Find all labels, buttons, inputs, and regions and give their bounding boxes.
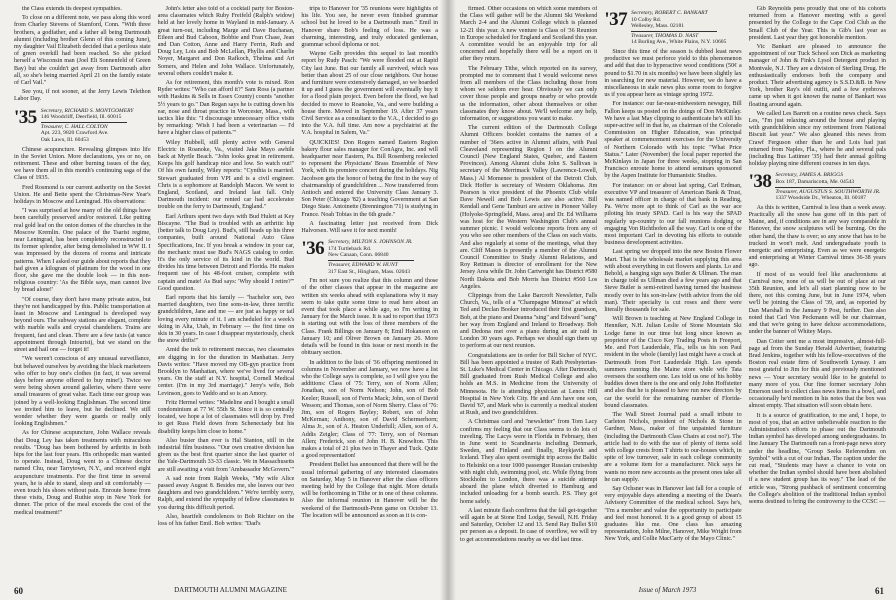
paragraph: See you, if not sooner, at the Jerry Lewis Telethon Labor Day. (14, 89, 151, 103)
secretary-address-city: New Canaan, Conn. 06840 (328, 252, 389, 259)
paragraph: Gib Reynolds pens proudly that one of his cohorts returned from a Hanover meeting with a gavel presented by the College to the Cape Cod Club as the Small Club of the Year. This is Gib's last year as president. Last year they got honorable mention. (748, 6, 886, 41)
column-5 (604, 6, 741, 576)
paragraph: For instance: on or about last spring, Carl Erdman, executive VP and treasurer of American Bank & Trust, was named officer in charge of that bank in Reading, Pa. We're more apt to think of Carl as the war ace piloting his trusty SPAD. Carl is his way the SPAD regularly up-country to our fall reunions dodging or engaging Von Richthofen all the way. Carl is one of the most important Carl in devoting his efforts to outside business development activities. (604, 182, 742, 247)
paragraph: Earl Arthurs spent two days with Bud Hulett at Key Biscayne. "The Bud is troubled with an arthritic hip (better talk to Doug Ley). Bud's, still heads up his three companies, built around National Auto Glass Specifications, Inc. If you break a window in your car, the mechanic must use Bud's NAGS catalog to order. It's the only service of its kind in the world. Bud divides his time between Detroit and Florida. He makes frequent use of his 48-foot cruiser, complete with captain and mate! As Bud says: 'Why should I retire?'" Good question. (157, 213, 295, 292)
paragraph: Earl reports that his family — "bachelor son, two married daughters, two fine sons-in-law, three terrific grandchildren, Jane and me — are just as happy or tail loving every minute of it. I am scheduled for a week's skiing in Alta, Utah, in February — the first time on skis in 30 years. In case I disappear mysteriously, check the snow drifts!" (157, 294, 295, 345)
paragraph: Fritz Hermel writes: "Madeline and I bought a small condominium at 77 W. 55th St. Since it is so centrally located, we hope a lot of classmates will drop by. Fred to get Russ Field down from Schenectady but his disability keeps him close to home." (157, 399, 295, 435)
paragraph: For instance: our far-near-midwestern newsguy, Bill Fallon keeps us posted on the doings of Don McKinlay. We have a last May clipping to authenticate he's still his super-active self in that he, as chairman of the Colorado Commission on Higher Education, was principal speaker at commencement exercises for the University of Northern Colorado with his topic "What Price Status." Later (November) the local paper reported the McKinlays in Japan for three weeks, stopping in San Francisco enroute home to attend seminars sponsored by the Aspen Institute for Humanistic Studies. (604, 101, 742, 180)
secretary-address: Box 187, Damariscotta, Me. 04543 (775, 179, 855, 186)
paragraph: "We weren't conscious of any unusual surveillance, but behaved ourselves by avoiding the black marketeers who offer to buy one's clothes (in fact, it was several days before anyone offered to buy mine!). Twice we were being shown around galleries, where there were small treasures of great value. Each time our group was joined by a well-looking Englishman. The second time we invited him to leave, but he declined. We still wonder whether they were guards or really only looking Englishmen." (14, 356, 151, 428)
paragraph: A sad note from Ralph Weeks, "My wife Alice passed away August 8. Besides me, she leaves our two daughters and two grandchildren." We're terribly sorry, Ralph, and extend the sympathy of fellow classmates to you during this difficult period. (157, 475, 295, 511)
secretary-line: Secretary, MILTON S. JOHNSON JR. (328, 239, 413, 246)
treasurer-address: 317 East St., Hingham, Mass. 02043 (328, 268, 411, 275)
paragraph: A fascinating letter just received from Dick Halvorsen. Will save it for next month! (301, 220, 439, 235)
column-3 (301, 6, 438, 576)
class-year: '35 (14, 106, 37, 128)
magazine-name: DARTMOUTH ALUMNI MAGAZINE (174, 586, 287, 594)
treasurer-address-city: Oak Lawn, Ill. 60453 (40, 137, 89, 144)
paragraph: A last minute flash confirms that the fall get-together will again be at Stone End Lodge, Sewall, N.H. Friday and Saturday, October 12 and 13. Send Ray Bullet $10 per person as a deposit. In case of overflow, we will try to get accommodations nearby as we did last time. (460, 507, 598, 543)
class-1937-header (604, 10, 741, 46)
issue-date: Issue of March 1973 (638, 586, 697, 594)
page-number: 61 (874, 586, 884, 596)
class-1934-notes (14, 6, 151, 104)
paragraph: President Bullet has announced that there will be the usual informal gathering of any interested classmates on Saturday, May 5 in Hanover after the class officers meeting held by the College that night. More details will be forthcoming in Tithe or in one of these columns. Also the informal reunion in Hanover will be the weekend of the Dartmouth-Penn game on October 13. The location will be announced as soon as it is con- (301, 462, 439, 519)
secretary-line: Secretary, ROBERT C. BANKART (631, 10, 708, 16)
paragraph: Chinese acupuncture. Revealing glimpses into life in the Soviet Union. More declarations, yes or no, on retirement. These and other burning issues of the day, we have them all in this month's continuing saga of the Class of 1935. (14, 146, 151, 182)
class-year: '37 (604, 9, 628, 30)
paragraph: Say Ochsner was in Hanover last fall for a couple of very enjoyable days attending a meeting of the Dean's Advisory Committee of the medical school. Says he's, "I'm a member and value the opportunity to participate and feel most honored. It is a good group of about 15 graduates like me. One class has amazing representation, John Milne, Hanover, Mike Wright from New York, and Collie MacCarty of the Mayo Clinic." (604, 485, 742, 543)
paragraph: Also, heartfelt condolences to Bob Richter on the loss of his father Emil. Bob writes: "Dad's (157, 513, 295, 528)
paragraph: Fred Rosmond is our current authority on the Soviet Union. He and Bette spent the Christmas-New Year's holidays in Moscow and Leningrad. His observations: (14, 184, 151, 206)
paragraph: Wiley Hubbell, still plenty active with General Electric in Roanoke, Va., visited Jake Mayo awhile back at Myrtle Beach. "John looks great in retirement. Keeps his golf handicap nice and low. So watch out!" Of his own family, Wiley reports: "Cynthia is married. Stewart graduated from VPI and is a civil engineer. Chris is a sophomore at Randolph Macon. We went to England, Scotland, and Ireland last fall. Only Dartmouth incident: our rented car had accelerator trouble on the ferry to Dartmouth, England." (157, 139, 295, 211)
paragraph: Amid the trek to retirement meccas, two classmates are digging in for the duration in Manhattan. Jerry Davis writes: "Have moved my OB-gyn practice from Brooklyn to Manhattan, where we've lived for several years. On the staff at N.Y. hospital, Cornell Medical center. (I'm in my 3rd marriage)." Jerry's wife, Bob Levinson, goes to Yaddo and so is an Amory. (157, 347, 295, 397)
paragraph: Last spring we dropped into the new Boston Flower Mart. That is the wholesale market supplying this area with about everything in cut flowers and plants. Lo and Behold, a hanging sign says Butler & Ullman. The man in charge told us Ullman died a few years ago and that Steve Butler is semi-retired having turned the business mostly over to his son-in-law (with advice from the old man). Their specialty is cut roses and there were literally thousands for sale. (604, 249, 742, 314)
treasurer-address: 1337 Woodside Dr., Wheaton, Ill. 60187 (775, 195, 866, 202)
column-6 (749, 6, 886, 576)
column-2 (158, 6, 295, 576)
left-footer (14, 586, 438, 596)
column-4 (460, 6, 597, 576)
paragraph: The February Tithe, which reported on its survey, prompted me to comment that I would welcome news from all members of the Class including those from whom we seldom ever hear. Obviously we can only cover those people and groups nearby or who provide us the information, other about themselves or other classmates they know about. We'll welcome any help, information, or suggestions you want to make. (460, 65, 598, 123)
secretary-address-city: Wellesley, Mass. 02181 (631, 23, 685, 30)
class-1935-notes (14, 147, 151, 517)
paragraph: As for retirement, this month's vote is mixed. Ron Ryder writes: "Who can afford it?" Sam Ross (a partner with Haskins & Sells in Essex County) counts "another 5½ years to go." Dan Regan says he is cutting down his ear, nose and throat practice in Worcester, Mass., with tactics like this: "I discourage unnecessary office visits by remarking: 'Wish I had been a veterinarian — I'd have a higher class of patients.'" (157, 80, 295, 137)
class-1935-header (14, 108, 151, 144)
paragraph: QUICKIES! Don Rogers named Eastern Region bakery flour sales manager for ConAgra, Inc. and will headquarter near Eastern, Pa. Bill Rosenberg reelected to represent the Physicians' Brass Ensemble of New York, with its premiere concert during the holidays. Nig Jacobson gets the honor of being the first in the way of chairmanship of grandchildren ... Now transferred from Antioch and entered the University Class January 3. Son Peter (Chicago '82) a teaching Government at San Diego State. Antoinette (Brennington '71) is studying in France. Noah Tobias in the 6th grade." (301, 139, 439, 218)
paragraph: It is a source of gratification, to me and, I hope, to most of you, that an active unbelievable reaction to the Administration's efforts to phase out the Dartmouth Indian symbol has developed among undergraduates. In line January The Dartmouth ran a front-page news story under the headline, "Group Seeks Referendum on Symbol" with a cut of our Indian. The caption under the cut read, "Students may have a chance to vote on whether the Indian symbol should have been abolished if a new student group has its way." The lead of the article was, "Strong pushback of sentiment concerning the College's abolition of the traditional Indian symbol seems destined to bring the controversy to the CCSC — (748, 412, 886, 505)
secretary-line: Secretary, RICHARD S. MONTGOMERY (40, 107, 134, 114)
paragraph: Since this time of the season is dubbed least news productive we must perforce yield to this phenomenon and add that due to hyperactive wood conditions (50¢ a pound to $1.70 in six months) we have been slightly lax in searching for new material. However, we do have a miscellaneous in stale news plus some room to forgive us if you appear here as vintage spring 1972. (604, 48, 742, 99)
paragraph: the Class extends its deepest sympathies. (22, 6, 122, 12)
class-1938-header (749, 172, 886, 201)
paragraph: "Of course, they don't have many private autos, but they're not handicapped by this. Public transportation at least in Moscow and Leningrad is developed way beyond ours. The subway stations are elegant, complete with marble walls and crystal chandeliers. Trains are frequent, fast and clean. There are a few taxis (at vance appointment through Intourist), but we stand on the street and hail one — forget it! (14, 296, 151, 354)
paragraph: "I was surprised at how many of the old things have been carefully preserved and/or restored. Like putting real gold leaf on the onion domes of the churches in the Moscow Kremlin. One palace of the Tsarist regime, near Leningrad, has been completely reconstructed to its former splendor, after being demolished in WW II. I was impressed by the dozens of rooms and intricate patterns. When I asked our guide about reports that they had given a kilogram of platinum for the wood in one floor, she gave me the double look — in this non-religious country: 'As the Bible says, man cannot live by bread alone!' (14, 208, 151, 294)
paragraph: The Wall Street Journal paid a small tribute to Carleton Nichols, president of Nichols & Stone in Gardner, Mass., maker of fine unpainted furniture (including the Dartmouth Class Chairs at cost no?). The article had to do with the use of plenty of items sold with college crests from T shirts to our-houses which, in spite of low turnover, sale in each college community are a volume item for a manufacturer. Nick says he wants no more new accounts as the present ones take all he can supply. (604, 411, 742, 483)
paragraph: We called Les Barrett on a routine news check. Says Les, "I'm just relaxing around the house and playing with grandchildren since my retirement from National Biscuit last year." We also gleaned this news from Crawf Ferguson other than he and Lois had just returned from Naples, Fla., where he and several pals (including Bus Lattimer '35) had their annual golfing holiday playing nine different courses in ten days. (748, 110, 886, 168)
paragraph: In addition to the lists of '36 offspring mentioned in columns in November and January, we now have a list who the College says is complete, so I will give you the additions: Class of '75: Terry, son of Norm Allen; Jonathan, son of Norm Nelson; John, son of Bob Keeler; Russell, son of Ferris Mack; John, son of David Wesson; and Thomas, son of Norm Sherry. Class of '76: Jim, son of Rogers Bayley; Robert, son of John McKernan; Anthony, son of David Schermerhorn; Alma Jr., son of A. Heaton Underhill; Allen, son of A. Addis Zeigler; Class of '77: Terry, son of Norman Allen; Frederick, son of John H. B. Knowlton. This makes a total of 21 plus two in Thayer and Tuck. Quite a good representation! (301, 359, 439, 460)
paragraph: Vic Bankart are pleased to announce the appointment of our Tuck School son Dick as marketing manager of John & Fink's Lysol Detergent product in Montvale, N.J. They are a division of Sterling Drug. He enthusiastically endorses both the company and product. Their advertising agency is S.S.D.&B. in New York, brother Ray's old outfit, and a few eyebrows came up when it got known the name of Bankart was floating around again. (748, 44, 886, 108)
paragraph: firmed. Other occasions on which some members of the Class will gather will be the Alumni Ski Weekend March 2-4 and the Alumni College which is planned 12-21 this year. A new venture is Class of '36 Reunion in Europe scheduled for England and Scotland this year. A committee would be an enjoyable trip for all concerned and hopefully there will be a report on it after they return. (460, 6, 598, 63)
paragraph: Will Brown is teaching at New England College in Henniker, N.H. Julian Leslie of Stone Mountain Ski Lodge fame in our time but long since known as proprietor of the Cisco Key Trading Posts in Freeport, Me. and Fort Lauderdale, Fla., tells us his son Paul resident in the whole (family) last might have a crack at Dartmouth from Fort Lauderdale High. Les spends summers running the Maine store while wife Tata oversees the southern one. Les told us one of his hobby buddies down there is the one and only John Hoffstetter and also that he is pleased to have run new directors by car the world for the remaining number of Florida-bound classmates. (604, 316, 742, 409)
paragraph: As this is written, Carnival is less than a week away. Practically all the snow has gone off in this part of Maine, and, if conditions are in any way comparable in Hanover, the snow sculptures will be burning. On the other hand, the thaw is over; so any snow that has to be trucked in won't melt. And undergraduate youth is energetic and enterprising. Even as we were energetic and enterprising at Winter Carnival times 36-38 years ago. (748, 204, 886, 269)
right-footer (460, 586, 884, 596)
paragraph: A Christmas card and "newsletter" from Tom Lacy confirms my feeling that our Class seems to do lots of traveling. The Lacys were in Florida in February, then in June went to Scandinavia including Denmark, Sweden, and Finland and finally, Reykjavik and Iceland. They also spent overnight trip across the Baltic to Helsinki on a tour 1000 passenger Russian cruiseship with night club, swimming pool, etc. While flying from Stockholm to London, there was a suicide attempt aboard the plane which diverted to Hamburg and included unloading for a bomb search. P.S. They got home safely. (460, 419, 598, 505)
treasurer-line: Treasurer, THOMAS D. NAST (631, 32, 699, 39)
secretary-address: 10 Colby Rd. (631, 16, 662, 23)
class-year: '38 (748, 171, 772, 193)
paragraph: I'm not sure you realize that this column and those of the other classes that appear in the magazine are written six weeks ahead with explanations why it may seem to take quite some time to read here about an event that took place a while ago, so I'm writing in January for the March issue. It is sad to report that 1973 is starting out with the loss of three members of the Class. Frank Billings on January 8; Emil Hokanson on January 10; and Oliver Brown on January 26. More details will be found in this issue or next month in the obituary section. (301, 278, 439, 357)
page-number: 60 (14, 586, 23, 596)
paragraph: If most of us would feel like anachronisms at Carnival now, none of us will be out of place at our 35th Reunion, and let's all start planning now to be there, not this coming June, but in June 1974, when we'll be joining the Class of '39, and, as reported by Dan Marshall in the January 9 Post, further. Dan also noted that Carl Von Peckmann will be our chairman, and that we're going to have deluxe accommodations, under the banner of Whitey Mays. (748, 271, 886, 336)
paragraph: To close on a different note, we pass along this word from Charley Stevens of Stamford, Conn. "With three brothers, a godfather, and a father all being Dartmouth alumni (including brother Glenn of this coming June), my daughter Vail Elizabeth decided that a perilous state of green overkill had been reached. So she picked herself a Wisconsin man (Joel Eli Sonnenfeld of Green Bay) but she couldn't get away from Dartmouth after all, so she's being married April 21 on the family estate of Carl Vail." (14, 15, 151, 87)
class-year: '36 (301, 238, 325, 260)
paragraph: Dan Cotter sent me a most impressive, almost-full-page ad from the Sunday Herald Advertiser, featuring Brad Jenkins, together with his fellow-executives of the Boston real estate firm of Southworth Lynsay. I am most grateful to Jim for this and previously mentioned news — Your secretary would like to be grateful to many more of you. Our fine former secretary John Emerson used to collect class news items in a bowl, and occasionally he'd mention in his notes that the box was almost empty. That situation will soon obtain here. (748, 338, 886, 410)
secretary-line: Secretary, JAMES A. BRIGGS (775, 172, 844, 179)
class-1936-header (301, 239, 438, 275)
paragraph: Also busier than ever is Hal Stanton, still in the industrial film business. "Our own creative division has given us the best first quarter since the last quarter of the Yale-Dartmouth 33-33 classic. We in Massachusetts are still awaiting a visit from 'Ambassador McGovern.'" (157, 437, 295, 473)
treasurer-line: Treasurer, AUGUSTUS S. SOUTHWORTH JR. (775, 188, 881, 195)
paragraph: John's letter also told of a cocktail party for Boston-area classmates which Ruby Freifeld (Ralph's widow) held at her lovely home in Wayland in mid-January. A great turn-out, including Marge and Dave Buchanan, Eileen and Bud Cahoon, Bobbie and Fran Chase, Jean and Dan Cotton, Anne and Harry Ferrin, Ruth and Doug Ley, Lois and Bob McLellan, Phyllis and Charlie Noyer, Margaret and Don Rafkoch, Thelma and Art Somers, and Helen and John Wallace. Unfortunately, several others couldn't make it. (157, 6, 295, 77)
treasurer-address: 14 Burling Ave., White Plains, N.Y. 10605 (631, 39, 727, 46)
secretary-address: 174 Turtleback Rd. (328, 245, 372, 252)
column-1 (14, 6, 151, 576)
treasurer-line: Treasurer, EDWARD W. HUNT (328, 262, 398, 269)
paragraph: trips to Hanover for '35 reunions were highlights of his life. You see, he never even finished grammar school but he loved to be a Dartmouth man." Emil in Hanover share Bob's feeling of loss. He was a charming, interesting, and truly educated gentleman, grammar school diploma or not. (301, 6, 439, 49)
secretary-address: 146 Woodcliff, Deerfield, Ill. 60015 (40, 114, 122, 121)
paragraph: Wayne Gelb provides this sequel to last month's report by Rudy Pasch: "We were flooded out at Rapid City last June. But our family all survived, which was better than about 25 of our close neighbors. Our house and furniture were extensively damaged, so we hoarded it up and I guess the government will eventually buy it for a flood plain project. Even before the flood, we had decided to move to Roanoke, Va., and were building a house there. Moved in September 19. After 37 years Civil Service as a consultant to the V.A., I decided to go into the V.A. full time. Am now a psychiatrist at the V.A. hospital in Salem, Va." (301, 51, 439, 137)
right-page (448, 0, 896, 600)
paragraph: The current edition of the Dartmouth College Alumni Officers booklet contains the names of a number of '36ers active in Alumni affairs, with Paul Cleaveland representing Region I on the Alumni Council (New England States, Quebec, and Eastern Provinces). Among Alumni clubs John S. Sullivan is secretary of the Merrimack Valley (Lawrence-Lowell, Mass.) Al Momenee is president of the Detroit Club. Dick Hoffer is secretary of Western Oklahoma. Jim Pearson is vice president of the Phoenix Club while Dave Newell and Bob Lewis are also active. Bill Kendall and Gene Tamburi are active in Pioneer Valley (Holyoke-Springfield, Mass. area) and Dr. Ed Williams was host for the Western Washington Club's annual summer picnic. I would welcome reports from any of you who see other members of the Class on such visits. And also regularly at some of the meetings, what they are. Cliff Mason is presently a member of the Alumni Council Committee to Study Alumni Relations, and Roy Rettman is director of enrollment for the New Jersey Area while Dr. John Cartwright has District #580 North Dakota and Bob Morris has District #560 Los Angeles. (460, 125, 598, 290)
paragraph: Clippings from the Lake Barcroft Newsletter, Falls Church, Va., tells of a "Champagne Mimosa" at which Ted and Declan Booker introduced their first grandson, Bob, at the piano and Deanna "sing" and Edward "sang" her way from England and Ireland to Broadway. Bob and Dedona met over a piano during an air raid in London 30 years ago. Perhaps we should sign them up to perform at our next reunion. (460, 292, 598, 350)
paragraph: As for Chinese acupuncture, John Wallace reveals that Doug Ley has taken treatments with miraculous results. "Doug has been bothered by arthritis in both hips for the last four years. His orthopedic man wanted to operate. Instead, Doug went to a Chinese doctor named Chu, near Tarrytown, N.Y., and received eight acupuncture treatments. For the first time in several years, he is able to stand, sleep and sit comfortably — even touch his shoes without pain. Enroute home from these visits, Doug and Ruthie stop in New York for dinner. The price of the meal exceeds the cost of the medical treatment!" (14, 430, 151, 516)
paragraph: Congratulations are in order for Bill Sicher of NYC. Bill has been appointed a trustee of Rath Presbyterian-St. Luke's Medical Center in Chicago. After Dartmouth, Bill graduated from Rush Medical College and also holds an M.S. in Medicine from the University of Minnesota. He is attending physician at Lenox Hill Hospital in New York City. He and Ann have one son, David '67, and Mark who is currently a medical student at Rush, and two grandchildren. (460, 352, 598, 417)
treasurer-address: Apt. 223, 9820 Crawford Ave. (40, 130, 109, 137)
treasurer-line: Treasurer, C. HALL COLTON (40, 123, 108, 130)
